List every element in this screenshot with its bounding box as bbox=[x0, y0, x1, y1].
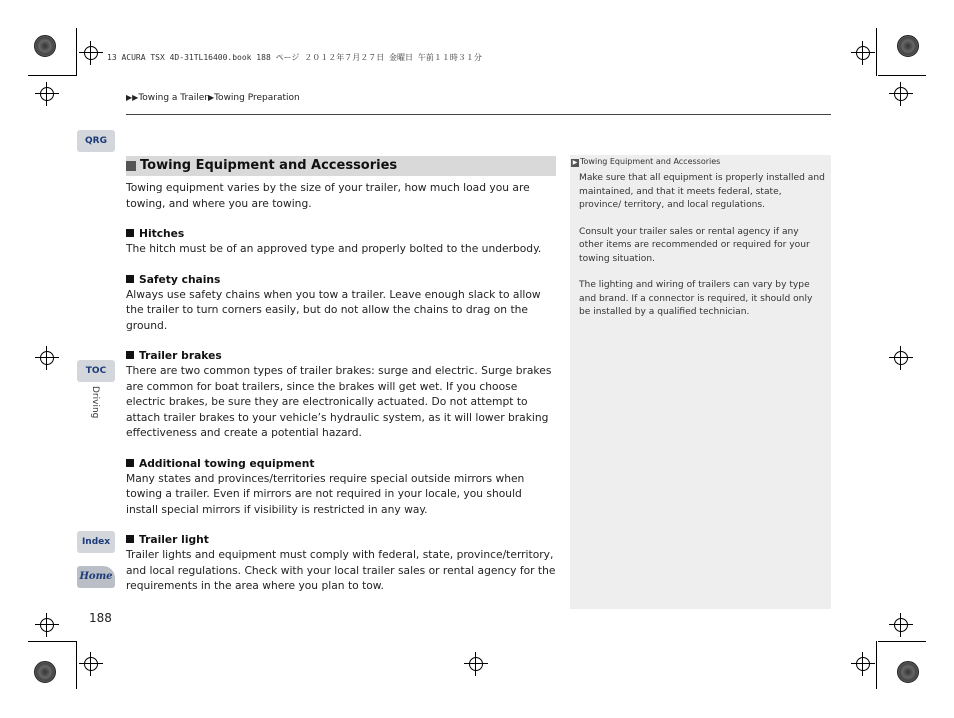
subsection-safety-chains bbox=[126, 272, 556, 334]
subsection-text: The hitch must be of an approved type and properly bolted to the underbody. bbox=[126, 242, 542, 255]
registration-disc-icon bbox=[897, 35, 919, 57]
header-divider bbox=[126, 114, 831, 115]
section-heading-text: Towing Equipment and Accessories bbox=[140, 158, 398, 173]
breadcrumb-separator-icon: ▶ bbox=[207, 93, 215, 102]
subsection-text: Many states and provinces/territories require special outside mirrors when towing a trailer. Even if mirrors are not required in your locale, you should install special mirrors if visibility is restricted in any way. bbox=[126, 471, 525, 516]
note-arrow-icon: ▶ bbox=[572, 159, 578, 166]
registration-target-icon bbox=[40, 87, 54, 101]
registration-target-icon bbox=[84, 46, 98, 60]
subsection-additional-towing-equipment bbox=[126, 456, 556, 518]
subsection-title: Hitches bbox=[126, 226, 556, 241]
bullet-square-icon bbox=[126, 459, 134, 467]
registration-disc-icon bbox=[34, 35, 56, 57]
index-tab[interactable]: Index bbox=[77, 531, 115, 553]
print-header-meta: 13 ACURA TSX 4D-31TL16400.book 188 ページ ２０１２年７月２７日 金曜日 午前１１時３１分 bbox=[107, 53, 482, 62]
sidebar-title: ▶ Towing Equipment and Accessories bbox=[572, 157, 721, 166]
registration-target-icon bbox=[856, 657, 870, 671]
registration-target-icon bbox=[856, 46, 870, 60]
subsection-title: Safety chains bbox=[126, 272, 556, 287]
registration-target-icon bbox=[894, 618, 908, 632]
bullet-square-icon bbox=[126, 275, 134, 283]
bullet-square-icon bbox=[126, 535, 134, 543]
page-number: 188 bbox=[89, 611, 112, 625]
intro-paragraph: Towing equipment varies by the size of your trailer, how much load you are towing, and where you are towing. bbox=[126, 181, 530, 210]
breadcrumb bbox=[126, 93, 300, 103]
subsection-text: Trailer lights and equipment must comply with federal, state, province/territory, and local regulations. Check with your local trailer sales or rental agency for the requirements in the area where you plan to tow. bbox=[126, 548, 556, 592]
subsection-hitches bbox=[126, 226, 556, 257]
sidebar-paragraph: Make sure that all equipment is properly installed and maintained, and that it meets federal, state, province/ territory, and local regulations. bbox=[579, 173, 825, 210]
toc-tab[interactable]: TOC bbox=[77, 360, 115, 382]
breadcrumb-arrows-icon: ▶▶ bbox=[126, 93, 139, 102]
breadcrumb-link-towing-a-trailer[interactable]: Towing a Trailer bbox=[138, 93, 208, 103]
subsection-text: Always use safety chains when you tow a trailer. Leave enough slack to allow the trailer to turn corners easily, but do not allow the chains to drag on the ground. bbox=[126, 287, 541, 332]
home-tab[interactable]: Home bbox=[77, 566, 115, 588]
registration-target-icon bbox=[894, 351, 908, 365]
heading-square-icon bbox=[126, 161, 136, 171]
section-heading bbox=[126, 156, 556, 176]
registration-disc-icon bbox=[34, 661, 56, 683]
registration-target-icon bbox=[894, 87, 908, 101]
subsection-trailer-light bbox=[126, 532, 556, 594]
breadcrumb-current-towing-preparation: Towing Preparation bbox=[214, 93, 300, 103]
registration-target-icon bbox=[40, 351, 54, 365]
sidebar-paragraph: The lighting and wiring of trailers can vary by type and brand. If a connector is required, it should only be installed by a qualified technician. bbox=[579, 280, 813, 317]
section-label: Driving bbox=[90, 386, 100, 419]
subsection-text: There are two common types of trailer brakes: surge and electric. Surge brakes are common for boat trailers, since the brakes will get wet. If you choose electric brakes, be sure they are electronically actuated. Do not attempt to attach trailer brakes to your vehicle’s hydraulic system, as it will lower braking effectiveness and create a potential hazard. bbox=[126, 364, 552, 439]
registration-target-icon bbox=[84, 657, 98, 671]
subsection-title: Additional towing equipment bbox=[126, 456, 556, 471]
subsection-title: Trailer light bbox=[126, 532, 556, 547]
main-content bbox=[126, 156, 556, 594]
subsection-trailer-brakes bbox=[126, 348, 556, 441]
sidebar-paragraph: Consult your trailer sales or rental agency if any other items are recommended or required for your towing situation. bbox=[579, 226, 810, 264]
bullet-square-icon bbox=[126, 351, 134, 359]
registration-target-icon bbox=[469, 657, 483, 671]
subsection-title: Trailer brakes bbox=[126, 348, 556, 363]
registration-disc-icon bbox=[897, 661, 919, 683]
qrg-tab[interactable]: QRG bbox=[77, 130, 115, 152]
sidebar-note bbox=[570, 155, 831, 609]
bullet-square-icon bbox=[126, 229, 134, 237]
sidebar-body bbox=[579, 172, 825, 320]
registration-target-icon bbox=[40, 618, 54, 632]
